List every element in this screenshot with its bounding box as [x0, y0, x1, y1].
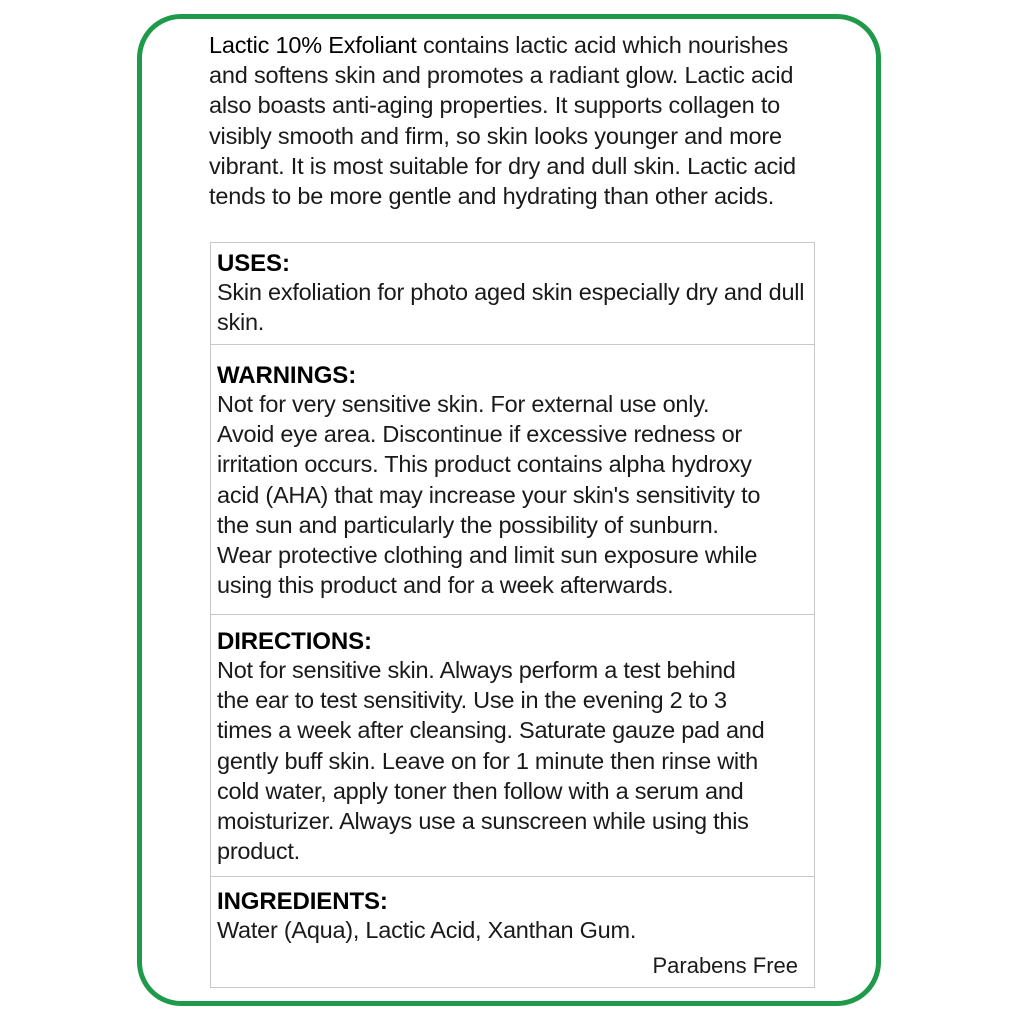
- ingredients-body: Water (Aqua), Lactic Acid, Xanthan Gum.: [217, 917, 637, 943]
- label-sections-table: [210, 242, 815, 988]
- uses-body: Skin exfoliation for photo aged skin especially dry and dull skin.: [217, 279, 805, 336]
- parabens-free-note: Parabens Free: [652, 953, 798, 978]
- directions-section: [211, 615, 814, 877]
- directions-heading: DIRECTIONS:: [217, 628, 372, 655]
- warnings-body: Not for very sensitive skin. For external use only. Avoid eye area. Discontinue if excessive redness or irritation occurs. This product contains alpha hydroxy acid (AHA) that may increase your skin's sensitivity to the sun and particularly the possibility of sunburn. Wear protective clothing and limit sun exposure while using this product and for a week afterwards.: [217, 391, 761, 599]
- product-name: Lactic 10% Exfoliant: [209, 32, 417, 58]
- uses-heading: USES:: [217, 250, 290, 277]
- intro-paragraph: [209, 30, 809, 211]
- ingredients-section: [211, 877, 814, 987]
- uses-section: [211, 243, 814, 345]
- directions-body: Not for sensitive skin. Always perform a test behind the ear to test sensitivity. Use in the evening 2 to 3 times a week after cleansing. Saturate gauze pad and gently buff skin. Leave on for 1 minute then rinse with cold water, apply toner then follow with a serum and moisturizer. Always use a sunscreen while using this product.: [217, 657, 765, 865]
- ingredients-heading: INGREDIENTS:: [217, 888, 388, 915]
- intro-text: contains lactic acid which nourishes and softens skin and promotes a radiant glow. Lactic acid also boasts anti-aging properties. It supports collagen to visibly smooth and firm, so skin looks younger and more vibrant. It is most suitable for dry and dull skin. Lactic acid tends to be more gentle and hydrating than other acids.: [209, 32, 796, 210]
- warnings-heading: WARNINGS:: [217, 362, 357, 389]
- warnings-section: [211, 345, 814, 615]
